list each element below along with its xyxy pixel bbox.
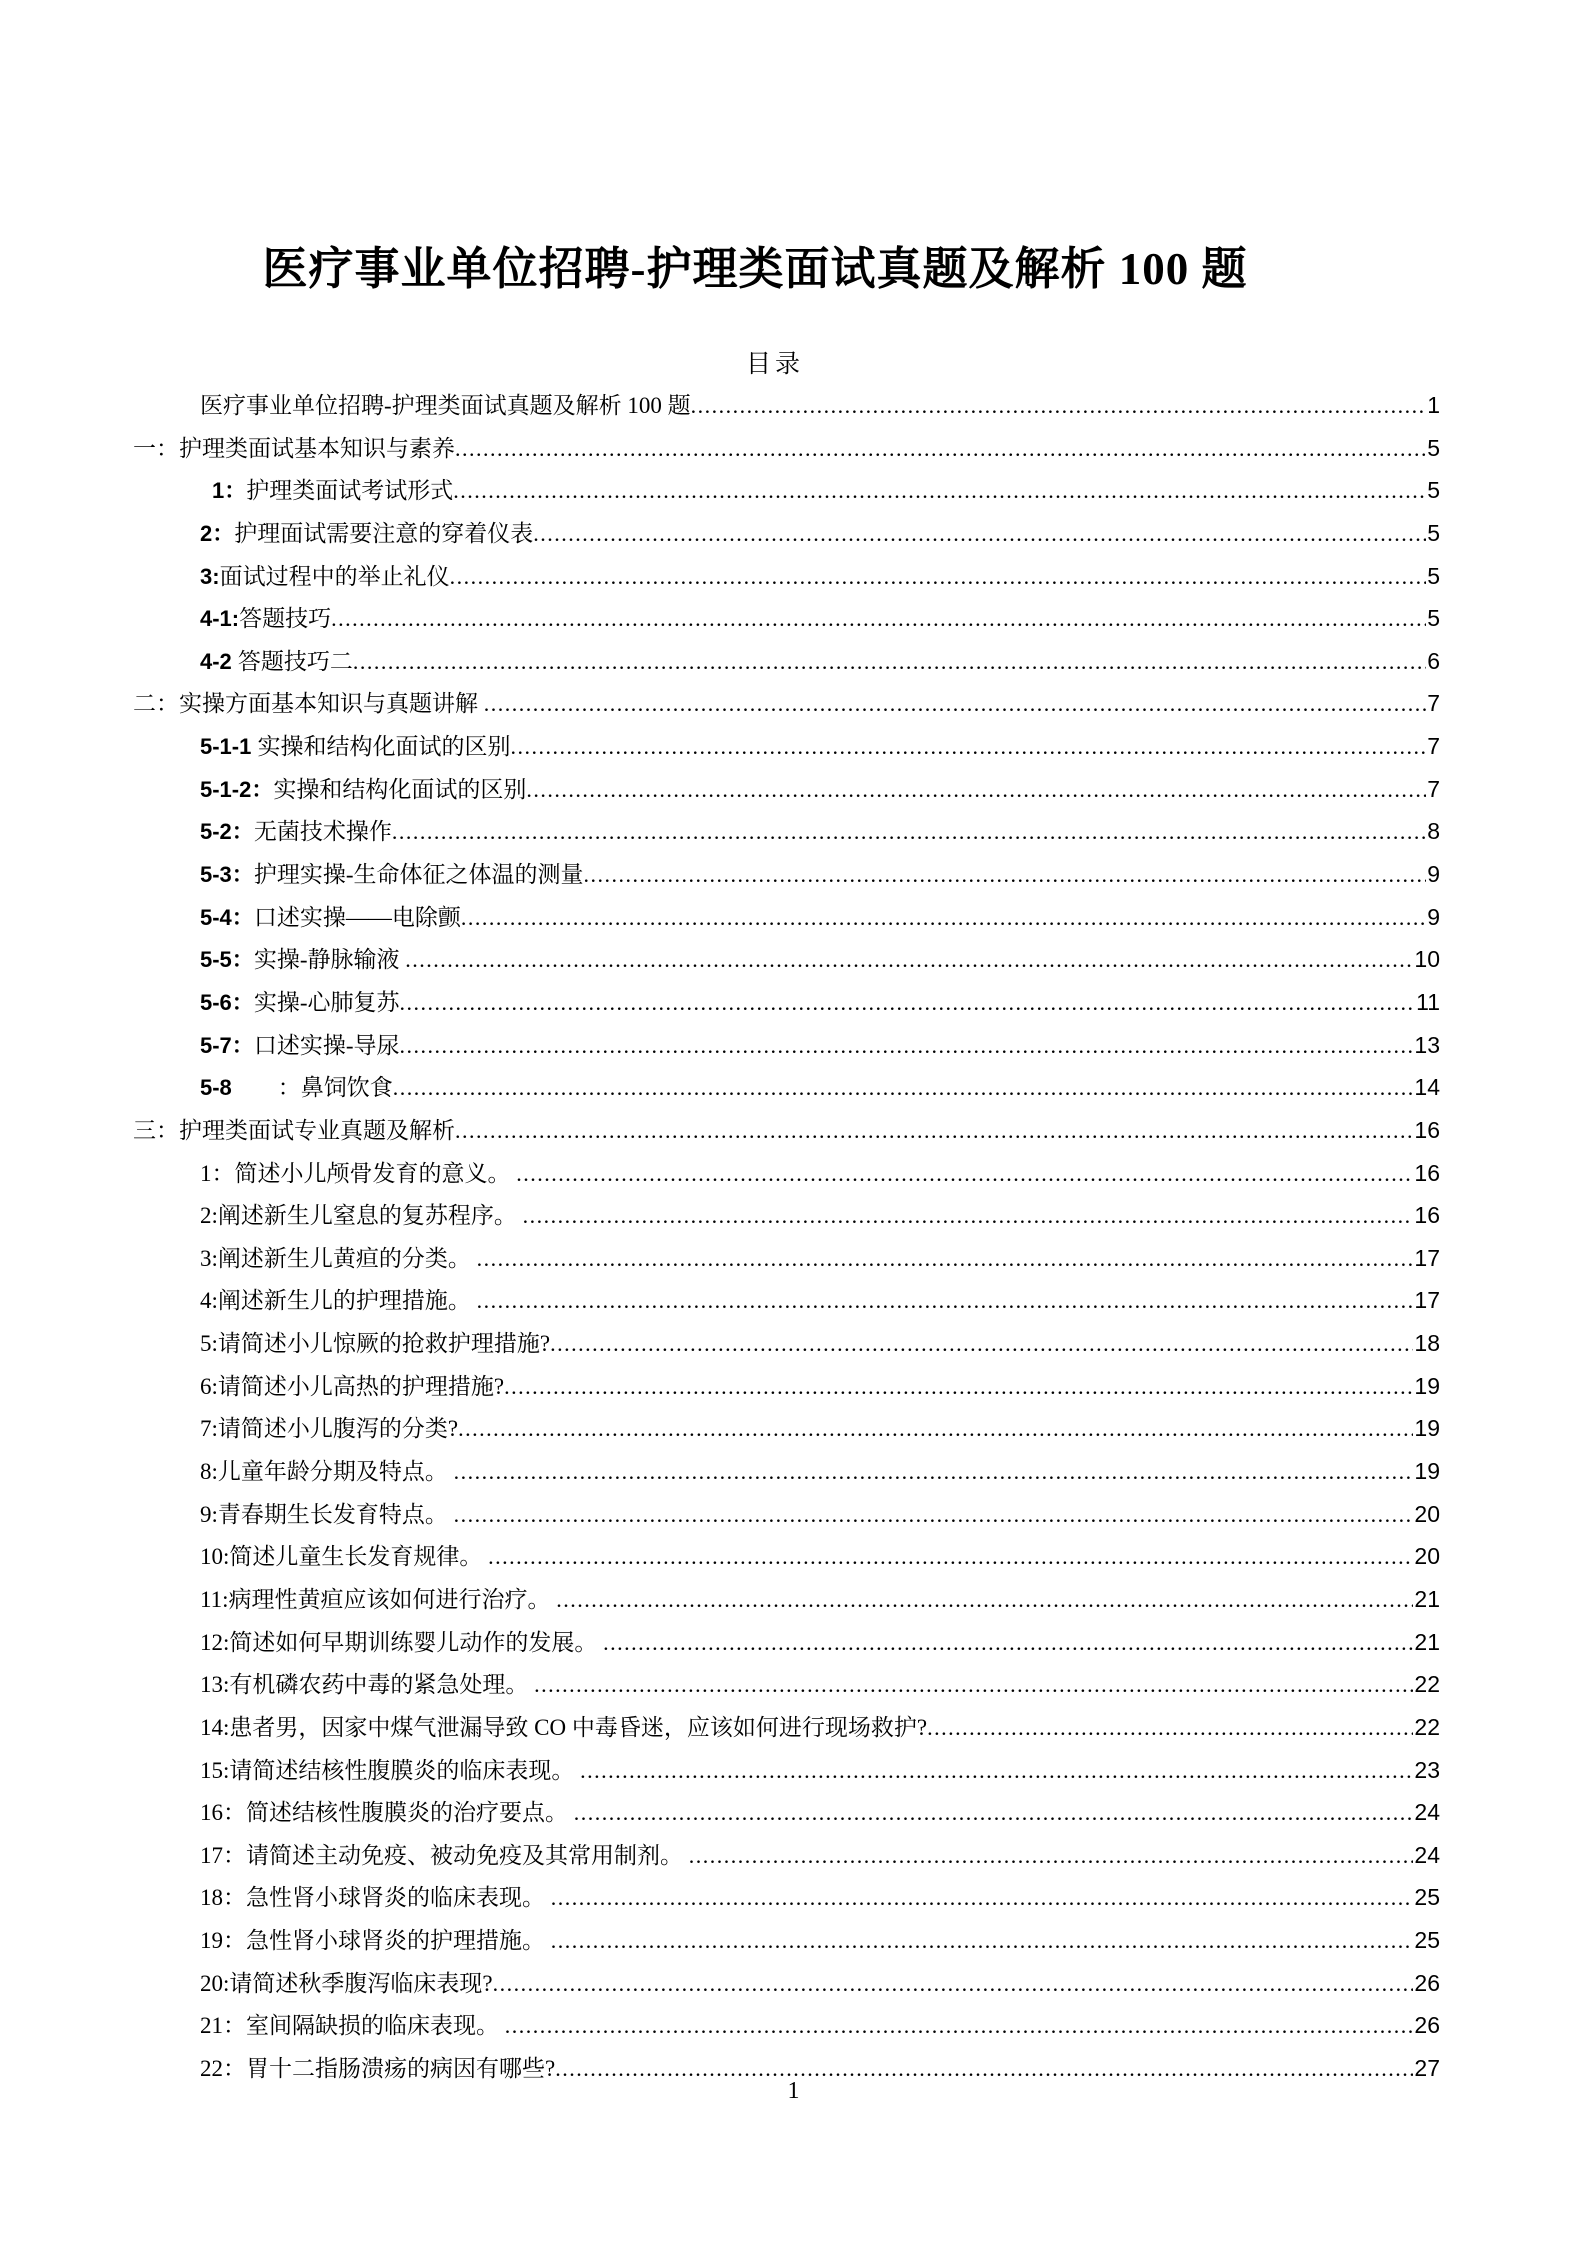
toc-entry[interactable]: [133, 1365, 1440, 1408]
toc-entry-label: 三：护理类面试专业真题及解析: [133, 1117, 455, 1143]
toc-leader-dots: [516, 1153, 1413, 1195]
toc-entry-number: 5-4：: [200, 904, 254, 930]
toc-leader-dots: [455, 1110, 1413, 1152]
toc-leader-dots: [551, 1877, 1414, 1919]
toc-entry[interactable]: [133, 1407, 1440, 1450]
toc-leader-dots: [689, 1835, 1414, 1877]
toc-entry-page: 21: [1414, 1585, 1440, 1612]
toc-entry-label: 20:请简述秋季腹泻临床表现?: [200, 1970, 493, 1996]
toc-entry-page: 5: [1427, 562, 1440, 589]
toc-leader-dots: [353, 641, 1426, 683]
toc-entry-page: 9: [1427, 903, 1440, 930]
toc-entry-label: 医疗事业单位招聘-护理类面试真题及解析 100 题: [200, 393, 691, 418]
toc-entry[interactable]: [133, 810, 1440, 853]
toc-entry-page: 17: [1414, 1244, 1440, 1271]
toc-entry[interactable]: [133, 1749, 1440, 1792]
toc-entry-number: 5-1-1: [200, 734, 258, 760]
toc-entry-label: 4:阐述新生儿的护理措施。: [200, 1288, 477, 1314]
toc-entry-page: 13: [1414, 1031, 1440, 1058]
toc-leader-dots: [580, 1750, 1413, 1792]
toc-leader-dots: [461, 897, 1426, 939]
toc-entry-page: 25: [1414, 1884, 1440, 1911]
toc-entry-label: 7:请简述小儿腹泻的分类?: [200, 1416, 459, 1442]
toc-entry-number: 5-8: [200, 1075, 232, 1101]
toc-entry[interactable]: [133, 1279, 1440, 1322]
toc-entry-label: 2:阐述新生儿窒息的复苏程序。: [200, 1203, 523, 1229]
toc-entry-page: 5: [1427, 519, 1440, 546]
toc-entry[interactable]: [133, 1493, 1440, 1536]
toc-entry-page: 7: [1427, 775, 1440, 802]
toc-entry-page: 16: [1414, 1159, 1440, 1186]
toc-entry-label: 19：急性肾小球肾炎的护理措施。: [200, 1928, 551, 1954]
toc-entry-page: 10: [1414, 946, 1440, 973]
toc-entry-page: 26: [1414, 1969, 1440, 1996]
toc-leader-dots: [927, 1707, 1413, 1749]
toc-entry[interactable]: [133, 1109, 1440, 1152]
toc-entry-label: 22：胃十二指肠溃疡的病因有哪些?: [200, 2055, 556, 2081]
toc-entry-page: 1: [1427, 392, 1440, 418]
toc-entry-label: 护理类面试考试形式: [246, 478, 454, 504]
toc-entry-page: 23: [1414, 1756, 1440, 1783]
toc-leader-dots: [526, 769, 1426, 811]
toc-entry-label: 3:阐述新生儿黄疸的分类。: [200, 1245, 477, 1271]
toc-leader-dots: [477, 1280, 1414, 1322]
toc-entry-number: 3:: [200, 563, 220, 589]
toc-entry[interactable]: [133, 1450, 1440, 1493]
toc-entry[interactable]: [133, 1919, 1440, 1962]
document-title: 医疗事业单位招聘-护理类面试真题及解析 100 题: [262, 244, 1248, 294]
toc-entry-page: 26: [1414, 2012, 1440, 2039]
toc-entry-page: 19: [1414, 1415, 1440, 1442]
toc-entry-label: 14:患者男，因家中煤气泄漏导致 CO 中毒昏迷，应该如何进行现场救护?: [200, 1714, 928, 1740]
toc-entry-label: 6:请简述小儿高热的护理措施?: [200, 1373, 505, 1399]
toc-entry-label: 8:儿童年龄分期及特点。: [200, 1459, 454, 1485]
toc-entry-label: 18：急性肾小球肾炎的临床表现。: [200, 1885, 551, 1911]
toc-entry-number: 4-1:: [200, 606, 240, 632]
toc-entry[interactable]: [133, 725, 1440, 768]
toc-entry[interactable]: [133, 896, 1440, 939]
toc-entry[interactable]: [133, 981, 1440, 1024]
toc-entry-label: 一：护理类面试基本知识与素养: [133, 435, 455, 461]
toc-entry[interactable]: [133, 469, 1440, 512]
toc-leader-dots: [504, 1366, 1413, 1408]
toc-leader-dots: [454, 1494, 1414, 1536]
toc-leader-dots: [450, 556, 1427, 598]
toc-entry-number: 5-5：: [200, 947, 254, 973]
toc-entry-label: 实操-心肺复苏: [253, 989, 400, 1015]
toc-entry-number: 5-2：: [200, 819, 254, 845]
toc-entry[interactable]: [133, 1578, 1440, 1621]
toc-entry-label: 1：简述小儿颅骨发育的意义。: [200, 1160, 517, 1186]
toc-entry-page: 16: [1414, 1116, 1440, 1143]
toc-entry-number: 5-7：: [200, 1032, 254, 1058]
toc-entry-page: 19: [1414, 1458, 1440, 1485]
toc-entry-label: 21：室间隔缺损的临床表现。: [200, 2013, 505, 2039]
toc-leader-dots: [603, 1622, 1413, 1664]
toc-entry[interactable]: [133, 682, 1440, 725]
toc-entry[interactable]: [133, 1322, 1440, 1365]
footer-page-number: 1: [787, 2078, 800, 2104]
toc-entry-label: 实操和结构化面试的区别: [257, 734, 511, 760]
toc-entry-label: 13:有机磷农药中毒的紧急处理。: [200, 1672, 535, 1698]
toc-entry-page: 5: [1427, 434, 1440, 461]
toc-entry-page: 16: [1414, 1202, 1440, 1229]
toc-entry[interactable]: [133, 640, 1440, 683]
toc-entry-label: 口述实操——电除颤: [253, 904, 461, 930]
toc-entry-number: 2：: [200, 520, 235, 546]
toc-entry-label: 护理实操-生命体征之体温的测量: [253, 862, 584, 888]
toc-entry-number: 5-3：: [200, 862, 254, 888]
toc-entry-page: 25: [1414, 1927, 1440, 1954]
toc-entry-page: 24: [1414, 1841, 1440, 1868]
toc-entry[interactable]: [133, 512, 1440, 555]
toc-entry-page: 20: [1414, 1543, 1440, 1570]
toc-entry-page: 22: [1414, 1713, 1440, 1740]
toc-leader-dots: [523, 1195, 1414, 1237]
toc-entry[interactable]: [133, 2004, 1440, 2047]
toc-entry-page: 14: [1414, 1074, 1440, 1101]
toc-entry-label: 护理面试需要注意的穿着仪表: [234, 520, 534, 546]
toc-entry-label: 10:简述儿童生长发育规律。: [200, 1544, 489, 1570]
toc-entry-page: 20: [1414, 1500, 1440, 1527]
toc-entry-page: 8: [1427, 818, 1440, 845]
toc-entry-label: 11:病理性黄疸应该如何进行治疗。: [200, 1586, 557, 1612]
toc-entry-page: 5: [1427, 477, 1440, 504]
toc-entry-label: 5:请简述小儿惊厥的抢救护理措施?: [200, 1331, 551, 1357]
toc-entry[interactable]: [133, 1791, 1440, 1834]
toc-leader-dots: [453, 470, 1426, 512]
toc-entry-number: 5-1-2：: [200, 776, 274, 802]
toc-leader-dots: [505, 2005, 1414, 2047]
toc-entry[interactable]: [133, 1194, 1440, 1237]
toc-entry[interactable]: [133, 853, 1440, 896]
toc-leader-dots: [533, 513, 1426, 555]
toc-entry-page: 19: [1414, 1372, 1440, 1399]
toc-entry-number: 1：: [212, 478, 247, 504]
toc-entry-label: 无菌技术操作: [253, 819, 392, 845]
toc-entry-label: 口述实操-导尿: [253, 1032, 400, 1058]
toc-entry-page: 27: [1414, 2054, 1440, 2081]
toc-entry[interactable]: [133, 768, 1440, 811]
toc-leader-dots: [455, 428, 1426, 470]
toc-leader-dots: [393, 1067, 1414, 1109]
toc-entry-page: 21: [1414, 1628, 1440, 1655]
toc-leader-dots: [691, 385, 1427, 427]
toc-entry[interactable]: [133, 1876, 1440, 1919]
toc-leader-dots: [551, 1920, 1414, 1962]
toc-entry-number: 5-6：: [200, 989, 254, 1015]
toc-entry-label: 17：请简述主动免疫、被动免疫及其常用制剂。: [200, 1842, 689, 1868]
toc-entry[interactable]: [133, 1535, 1440, 1578]
table-of-contents: [133, 384, 1440, 2090]
toc-entry-label: 实操和结构化面试的区别: [273, 776, 527, 802]
toc-leader-dots: [534, 1664, 1413, 1706]
toc-leader-dots: [392, 811, 1426, 853]
toc-entry-label: 面试过程中的举止礼仪: [219, 563, 450, 589]
toc-entry-label: 答题技巧: [239, 606, 332, 632]
toc-entry-page: 7: [1427, 690, 1440, 717]
toc-heading: 目录: [745, 351, 804, 378]
toc-leader-dots: [331, 598, 1426, 640]
toc-leader-dots: [477, 1238, 1414, 1280]
toc-leader-dots: [458, 1408, 1413, 1450]
toc-entry-page: 9: [1427, 861, 1440, 888]
toc-entry[interactable]: [133, 1621, 1440, 1664]
toc-entry-label: 15:请简述结核性腹膜炎的临床表现。: [200, 1757, 581, 1783]
toc-entry-page: 11: [1416, 988, 1440, 1015]
toc-entry-number: 4-2: [200, 648, 238, 674]
toc-entry-label: 12:简述如何早期训练婴儿动作的发展。: [200, 1629, 604, 1655]
toc-entry-label: 实操-静脉输液: [253, 947, 406, 973]
toc-entry[interactable]: [133, 938, 1440, 981]
toc-leader-dots: [556, 1579, 1413, 1621]
toc-leader-dots: [493, 1963, 1414, 2005]
toc-entry-label: 9:青春期生长发育特点。: [200, 1501, 454, 1527]
toc-entry[interactable]: [133, 1834, 1440, 1877]
toc-entry[interactable]: [133, 1024, 1440, 1067]
toc-entry-page: 6: [1427, 647, 1440, 674]
toc-leader-dots: [399, 1025, 1413, 1067]
toc-entry-page: 17: [1414, 1287, 1440, 1314]
toc-entry-page: 5: [1427, 605, 1440, 632]
toc-leader-dots: [484, 683, 1426, 725]
toc-entry[interactable]: [133, 427, 1440, 470]
toc-entry[interactable]: [133, 597, 1440, 640]
toc-leader-dots: [583, 854, 1426, 896]
toc-entry-page: 18: [1414, 1330, 1440, 1357]
toc-entry-label: ：鼻饲饮食: [231, 1075, 393, 1101]
toc-entry[interactable]: [133, 1706, 1440, 1749]
toc-entry[interactable]: [133, 1237, 1440, 1280]
toc-entry[interactable]: [133, 1962, 1440, 2005]
toc-leader-dots: [550, 1323, 1413, 1365]
toc-leader-dots: [574, 1792, 1414, 1834]
toc-entry[interactable]: [133, 384, 1440, 427]
toc-leader-dots: [510, 726, 1426, 768]
toc-entry-page: 22: [1414, 1671, 1440, 1698]
toc-entry-page: 24: [1414, 1799, 1440, 1826]
toc-entry[interactable]: [133, 1066, 1440, 1109]
toc-leader-dots: [454, 1451, 1414, 1493]
toc-entry-label: 二：实操方面基本知识与真题讲解: [133, 691, 484, 717]
toc-entry-page: 7: [1427, 733, 1440, 760]
toc-entry-label: 答题技巧二: [237, 648, 353, 674]
toc-entry[interactable]: [133, 555, 1440, 598]
toc-entry-label: 16：简述结核性腹膜炎的治疗要点。: [200, 1800, 574, 1826]
toc-leader-dots: [399, 982, 1415, 1024]
toc-leader-dots: [405, 939, 1413, 981]
toc-entry[interactable]: [133, 1663, 1440, 1706]
toc-entry[interactable]: [133, 1152, 1440, 1195]
toc-leader-dots: [488, 1536, 1413, 1578]
